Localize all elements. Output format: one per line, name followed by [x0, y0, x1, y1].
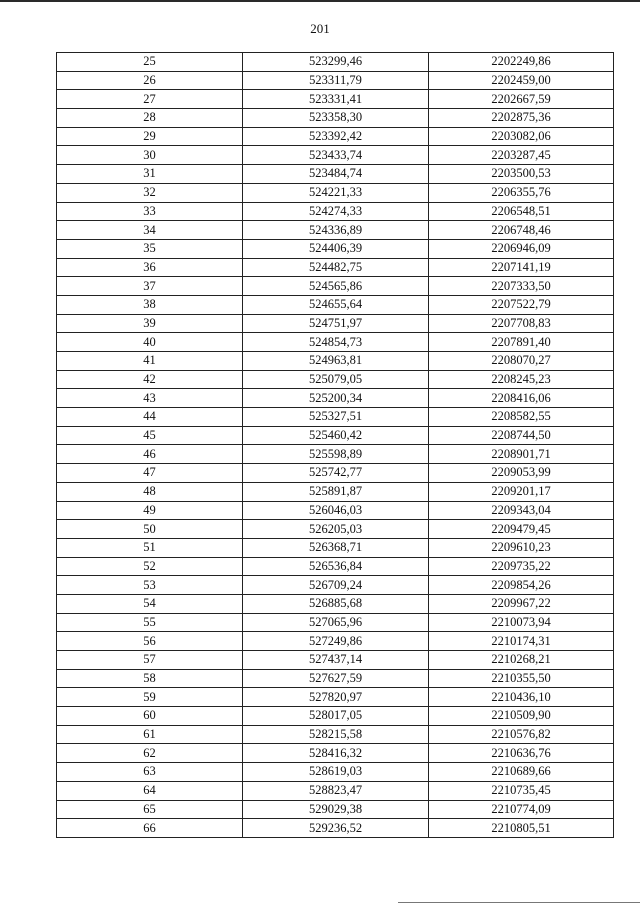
y-coordinate-cell: 2202459,00 — [429, 71, 614, 90]
point-number-cell: 57 — [57, 651, 243, 670]
x-coordinate-cell: 524963,81 — [243, 352, 429, 371]
point-number-cell: 44 — [57, 408, 243, 427]
bottom-border-line — [398, 902, 640, 903]
point-number-cell: 54 — [57, 594, 243, 613]
point-number-cell: 29 — [57, 127, 243, 146]
table-row — [57, 501, 614, 520]
table-row — [57, 389, 614, 408]
x-coordinate-cell: 525327,51 — [243, 408, 429, 427]
x-coordinate-cell: 526885,68 — [243, 594, 429, 613]
table-row — [57, 127, 614, 146]
y-coordinate-cell: 2209053,99 — [429, 464, 614, 483]
table-row — [57, 333, 614, 352]
coordinates-table — [56, 52, 614, 838]
y-coordinate-cell: 2203287,45 — [429, 146, 614, 165]
table-row — [57, 632, 614, 651]
point-number-cell: 45 — [57, 426, 243, 445]
table-row — [57, 90, 614, 109]
y-coordinate-cell: 2202875,36 — [429, 109, 614, 128]
point-number-cell: 31 — [57, 165, 243, 184]
x-coordinate-cell: 526046,03 — [243, 501, 429, 520]
y-coordinate-cell: 2208744,50 — [429, 426, 614, 445]
y-coordinate-cell: 2210774,09 — [429, 800, 614, 819]
table-row — [57, 109, 614, 128]
point-number-cell: 35 — [57, 239, 243, 258]
x-coordinate-cell: 524854,73 — [243, 333, 429, 352]
y-coordinate-cell: 2207141,19 — [429, 258, 614, 277]
top-border-line — [0, 0, 640, 2]
x-coordinate-cell: 529236,52 — [243, 819, 429, 838]
table-row — [57, 651, 614, 670]
point-number-cell: 37 — [57, 277, 243, 296]
table-row — [57, 482, 614, 501]
point-number-cell: 61 — [57, 725, 243, 744]
table-row — [57, 707, 614, 726]
y-coordinate-cell: 2208582,55 — [429, 408, 614, 427]
point-number-cell: 46 — [57, 445, 243, 464]
table-row — [57, 781, 614, 800]
x-coordinate-cell: 523392,42 — [243, 127, 429, 146]
point-number-cell: 64 — [57, 781, 243, 800]
x-coordinate-cell: 526536,84 — [243, 557, 429, 576]
point-number-cell: 33 — [57, 202, 243, 221]
x-coordinate-cell: 526709,24 — [243, 576, 429, 595]
y-coordinate-cell: 2210576,82 — [429, 725, 614, 744]
y-coordinate-cell: 2210735,45 — [429, 781, 614, 800]
point-number-cell: 59 — [57, 688, 243, 707]
point-number-cell: 25 — [57, 53, 243, 72]
table-row — [57, 688, 614, 707]
x-coordinate-cell: 528215,58 — [243, 725, 429, 744]
y-coordinate-cell: 2210073,94 — [429, 613, 614, 632]
x-coordinate-cell: 526368,71 — [243, 538, 429, 557]
y-coordinate-cell: 2210268,21 — [429, 651, 614, 670]
y-coordinate-cell: 2208245,23 — [429, 370, 614, 389]
x-coordinate-cell: 524482,75 — [243, 258, 429, 277]
table-row — [57, 314, 614, 333]
table-row — [57, 669, 614, 688]
point-number-cell: 63 — [57, 763, 243, 782]
point-number-cell: 48 — [57, 482, 243, 501]
y-coordinate-cell: 2209854,26 — [429, 576, 614, 595]
y-coordinate-cell: 2207333,50 — [429, 277, 614, 296]
x-coordinate-cell: 524336,89 — [243, 221, 429, 240]
x-coordinate-cell: 524221,33 — [243, 183, 429, 202]
table-row — [57, 763, 614, 782]
y-coordinate-cell: 2209201,17 — [429, 482, 614, 501]
point-number-cell: 58 — [57, 669, 243, 688]
point-number-cell: 36 — [57, 258, 243, 277]
table-row — [57, 53, 614, 72]
table-row — [57, 183, 614, 202]
y-coordinate-cell: 2206548,51 — [429, 202, 614, 221]
y-coordinate-cell: 2209735,22 — [429, 557, 614, 576]
x-coordinate-cell: 525891,87 — [243, 482, 429, 501]
y-coordinate-cell: 2210355,50 — [429, 669, 614, 688]
y-coordinate-cell: 2208416,06 — [429, 389, 614, 408]
table-row — [57, 71, 614, 90]
table-row — [57, 538, 614, 557]
x-coordinate-cell: 524655,64 — [243, 295, 429, 314]
point-number-cell: 42 — [57, 370, 243, 389]
x-coordinate-cell: 523311,79 — [243, 71, 429, 90]
point-number-cell: 62 — [57, 744, 243, 763]
point-number-cell: 32 — [57, 183, 243, 202]
point-number-cell: 27 — [57, 90, 243, 109]
table-row — [57, 819, 614, 838]
table-row — [57, 744, 614, 763]
x-coordinate-cell: 525200,34 — [243, 389, 429, 408]
x-coordinate-cell: 527627,59 — [243, 669, 429, 688]
table-row — [57, 408, 614, 427]
point-number-cell: 26 — [57, 71, 243, 90]
y-coordinate-cell: 2209967,22 — [429, 594, 614, 613]
y-coordinate-cell: 2210689,66 — [429, 763, 614, 782]
point-number-cell: 28 — [57, 109, 243, 128]
x-coordinate-cell: 525742,77 — [243, 464, 429, 483]
table-row — [57, 594, 614, 613]
x-coordinate-cell: 528823,47 — [243, 781, 429, 800]
y-coordinate-cell: 2208901,71 — [429, 445, 614, 464]
coordinates-table-body — [57, 53, 614, 838]
point-number-cell: 55 — [57, 613, 243, 632]
point-number-cell: 30 — [57, 146, 243, 165]
y-coordinate-cell: 2209610,23 — [429, 538, 614, 557]
table-row — [57, 202, 614, 221]
page-number: 201 — [310, 21, 330, 36]
table-row — [57, 277, 614, 296]
point-number-cell: 50 — [57, 520, 243, 539]
point-number-cell: 53 — [57, 576, 243, 595]
table-row — [57, 165, 614, 184]
point-number-cell: 43 — [57, 389, 243, 408]
y-coordinate-cell: 2203082,06 — [429, 127, 614, 146]
x-coordinate-cell: 524274,33 — [243, 202, 429, 221]
y-coordinate-cell: 2206748,46 — [429, 221, 614, 240]
point-number-cell: 66 — [57, 819, 243, 838]
point-number-cell: 41 — [57, 352, 243, 371]
table-row — [57, 352, 614, 371]
x-coordinate-cell: 527065,96 — [243, 613, 429, 632]
table-row — [57, 445, 614, 464]
point-number-cell: 56 — [57, 632, 243, 651]
table-row — [57, 426, 614, 445]
y-coordinate-cell: 2202249,86 — [429, 53, 614, 72]
y-coordinate-cell: 2206946,09 — [429, 239, 614, 258]
x-coordinate-cell: 529029,38 — [243, 800, 429, 819]
point-number-cell: 51 — [57, 538, 243, 557]
x-coordinate-cell: 527249,86 — [243, 632, 429, 651]
x-coordinate-cell: 528416,32 — [243, 744, 429, 763]
x-coordinate-cell: 528017,05 — [243, 707, 429, 726]
point-number-cell: 49 — [57, 501, 243, 520]
table-row — [57, 557, 614, 576]
y-coordinate-cell: 2208070,27 — [429, 352, 614, 371]
table-row — [57, 239, 614, 258]
point-number-cell: 52 — [57, 557, 243, 576]
y-coordinate-cell: 2203500,53 — [429, 165, 614, 184]
x-coordinate-cell: 526205,03 — [243, 520, 429, 539]
point-number-cell: 60 — [57, 707, 243, 726]
x-coordinate-cell: 524751,97 — [243, 314, 429, 333]
x-coordinate-cell: 524565,86 — [243, 277, 429, 296]
point-number-cell: 39 — [57, 314, 243, 333]
y-coordinate-cell: 2207891,40 — [429, 333, 614, 352]
y-coordinate-cell: 2207522,79 — [429, 295, 614, 314]
y-coordinate-cell: 2210636,76 — [429, 744, 614, 763]
y-coordinate-cell: 2210805,51 — [429, 819, 614, 838]
x-coordinate-cell: 525079,05 — [243, 370, 429, 389]
point-number-cell: 40 — [57, 333, 243, 352]
y-coordinate-cell: 2206355,76 — [429, 183, 614, 202]
table-row — [57, 258, 614, 277]
point-number-cell: 65 — [57, 800, 243, 819]
table-row — [57, 295, 614, 314]
point-number-cell: 34 — [57, 221, 243, 240]
x-coordinate-cell: 525460,42 — [243, 426, 429, 445]
x-coordinate-cell: 524406,39 — [243, 239, 429, 258]
table-row — [57, 520, 614, 539]
x-coordinate-cell: 525598,89 — [243, 445, 429, 464]
y-coordinate-cell: 2210436,10 — [429, 688, 614, 707]
y-coordinate-cell: 2210174,31 — [429, 632, 614, 651]
table-row — [57, 464, 614, 483]
x-coordinate-cell: 527437,14 — [243, 651, 429, 670]
table-row — [57, 613, 614, 632]
point-number-cell: 38 — [57, 295, 243, 314]
table-row — [57, 370, 614, 389]
y-coordinate-cell: 2202667,59 — [429, 90, 614, 109]
table-row — [57, 725, 614, 744]
point-number-cell: 47 — [57, 464, 243, 483]
x-coordinate-cell: 523331,41 — [243, 90, 429, 109]
table-row — [57, 221, 614, 240]
table-row — [57, 576, 614, 595]
table-row — [57, 800, 614, 819]
x-coordinate-cell: 527820,97 — [243, 688, 429, 707]
x-coordinate-cell: 523299,46 — [243, 53, 429, 72]
x-coordinate-cell: 528619,03 — [243, 763, 429, 782]
y-coordinate-cell: 2209343,04 — [429, 501, 614, 520]
y-coordinate-cell: 2207708,83 — [429, 314, 614, 333]
y-coordinate-cell: 2209479,45 — [429, 520, 614, 539]
x-coordinate-cell: 523484,74 — [243, 165, 429, 184]
table-row — [57, 146, 614, 165]
y-coordinate-cell: 2210509,90 — [429, 707, 614, 726]
x-coordinate-cell: 523358,30 — [243, 109, 429, 128]
x-coordinate-cell: 523433,74 — [243, 146, 429, 165]
